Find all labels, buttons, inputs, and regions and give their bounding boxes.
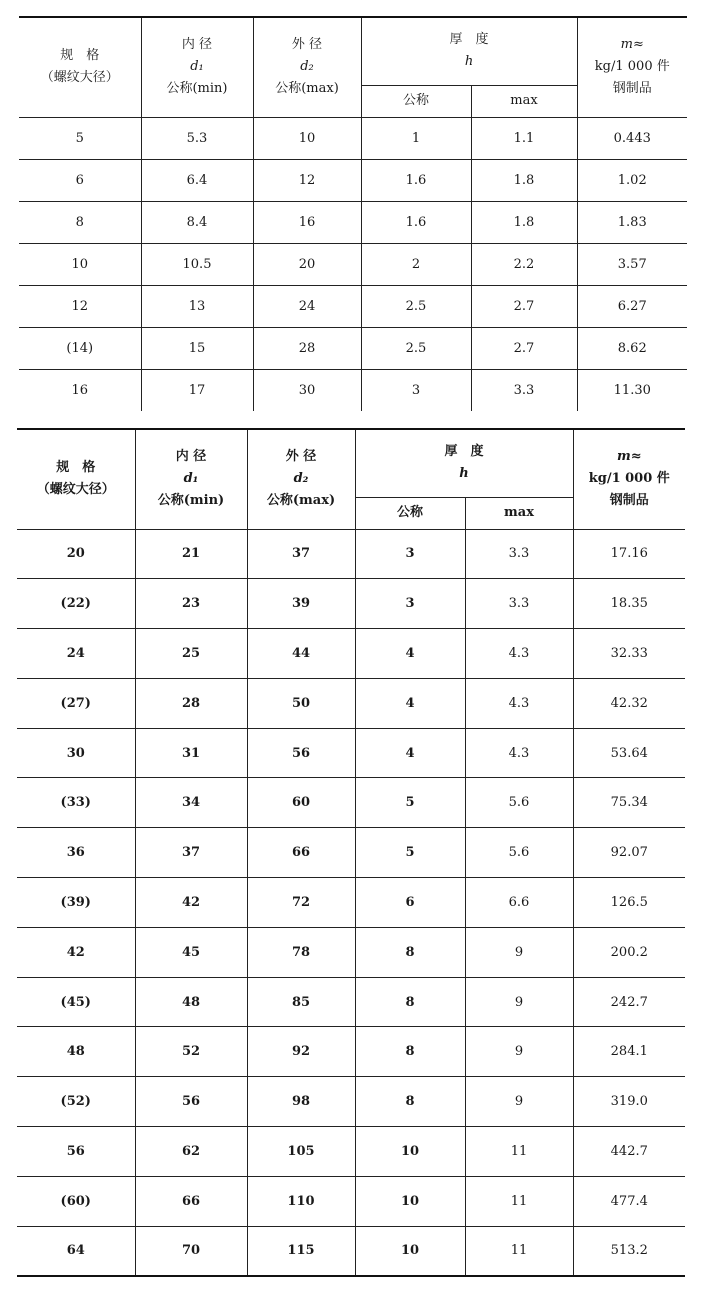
table-row	[19, 327, 687, 369]
cell-inner: 25	[135, 629, 247, 679]
cell-max: 1.1	[471, 117, 577, 159]
table-row	[17, 629, 685, 679]
cell-max: 9	[465, 1027, 573, 1077]
cell-outer: 44	[247, 629, 355, 679]
cell-mass: 92.07	[573, 828, 685, 878]
table-row	[17, 927, 685, 977]
cell-inner: 8.4	[141, 201, 253, 243]
table-row	[19, 243, 687, 285]
cell-inner: 5.3	[141, 117, 253, 159]
table-row	[17, 977, 685, 1027]
table-row	[17, 828, 685, 878]
cell-max: 2.7	[471, 327, 577, 369]
cell-inner: 10.5	[141, 243, 253, 285]
cell-nominal: 2.5	[361, 327, 471, 369]
header-thickness-nominal: 公称	[355, 497, 465, 529]
cell-max: 1.8	[471, 159, 577, 201]
washer-spec-table-1	[19, 16, 687, 411]
cell-mass: 18.35	[573, 579, 685, 629]
cell-max: 4.3	[465, 678, 573, 728]
cell-spec: (39)	[17, 878, 135, 928]
cell-max: 9	[465, 1077, 573, 1127]
cell-nominal: 1	[361, 117, 471, 159]
cell-outer: 37	[247, 529, 355, 579]
cell-mass: 1.83	[577, 201, 687, 243]
cell-mass: 11.30	[577, 369, 687, 411]
cell-spec: (22)	[17, 579, 135, 629]
table-row	[17, 1027, 685, 1077]
cell-mass: 8.62	[577, 327, 687, 369]
cell-mass: 1.02	[577, 159, 687, 201]
cell-nominal: 8	[355, 1027, 465, 1077]
cell-nominal: 1.6	[361, 201, 471, 243]
cell-nominal: 4	[355, 728, 465, 778]
cell-inner: 15	[141, 327, 253, 369]
cell-nominal: 2	[361, 243, 471, 285]
cell-nominal: 3	[355, 529, 465, 579]
cell-mass: 3.57	[577, 243, 687, 285]
cell-max: 6.6	[465, 878, 573, 928]
cell-mass: 42.32	[573, 678, 685, 728]
cell-nominal: 10	[355, 1176, 465, 1226]
header-thickness: 厚 度 h	[355, 429, 573, 497]
cell-spec: (27)	[17, 678, 135, 728]
cell-mass: 319.0	[573, 1077, 685, 1127]
table-row	[19, 159, 687, 201]
cell-nominal: 5	[355, 778, 465, 828]
cell-mass: 200.2	[573, 927, 685, 977]
cell-spec: 8	[19, 201, 141, 243]
cell-inner: 23	[135, 579, 247, 629]
cell-spec: 16	[19, 369, 141, 411]
table-row	[19, 117, 687, 159]
cell-mass: 513.2	[573, 1226, 685, 1276]
cell-outer: 39	[247, 579, 355, 629]
cell-inner: 56	[135, 1077, 247, 1127]
cell-max: 2.7	[471, 285, 577, 327]
cell-max: 3.3	[465, 529, 573, 579]
cell-nominal: 3	[355, 579, 465, 629]
cell-max: 1.8	[471, 201, 577, 243]
cell-nominal: 8	[355, 1077, 465, 1127]
cell-outer: 110	[247, 1176, 355, 1226]
cell-nominal: 6	[355, 878, 465, 928]
cell-outer: 92	[247, 1027, 355, 1077]
header-thickness: 厚 度 h	[361, 17, 577, 85]
cell-outer: 60	[247, 778, 355, 828]
cell-spec: 36	[17, 828, 135, 878]
header-outer-diameter: 外 径 d₂ 公称(max)	[247, 429, 355, 529]
table-row	[17, 678, 685, 728]
cell-outer: 16	[253, 201, 361, 243]
cell-inner: 70	[135, 1226, 247, 1276]
cell-mass: 442.7	[573, 1127, 685, 1177]
cell-mass: 17.16	[573, 529, 685, 579]
cell-spec: (45)	[17, 977, 135, 1027]
cell-outer: 10	[253, 117, 361, 159]
cell-spec: 10	[19, 243, 141, 285]
cell-mass: 477.4	[573, 1176, 685, 1226]
cell-outer: 85	[247, 977, 355, 1027]
cell-inner: 62	[135, 1127, 247, 1177]
table-row	[17, 1226, 685, 1276]
cell-mass: 32.33	[573, 629, 685, 679]
cell-spec: 64	[17, 1226, 135, 1276]
table-row	[17, 529, 685, 579]
cell-inner: 17	[141, 369, 253, 411]
table-row	[17, 878, 685, 928]
header-thickness-max: max	[465, 497, 573, 529]
cell-max: 11	[465, 1176, 573, 1226]
cell-max: 4.3	[465, 728, 573, 778]
cell-inner: 21	[135, 529, 247, 579]
cell-nominal: 8	[355, 927, 465, 977]
cell-max: 11	[465, 1226, 573, 1276]
cell-inner: 28	[135, 678, 247, 728]
table-row	[17, 778, 685, 828]
cell-nominal: 3	[361, 369, 471, 411]
table-row	[17, 728, 685, 778]
cell-spec: 12	[19, 285, 141, 327]
cell-inner: 37	[135, 828, 247, 878]
cell-mass: 0.443	[577, 117, 687, 159]
cell-spec: 48	[17, 1027, 135, 1077]
cell-max: 3.3	[471, 369, 577, 411]
cell-inner: 45	[135, 927, 247, 977]
cell-nominal: 1.6	[361, 159, 471, 201]
cell-max: 9	[465, 927, 573, 977]
header-spec: 规 格 （螺纹大径）	[17, 429, 135, 529]
cell-nominal: 10	[355, 1127, 465, 1177]
cell-spec: (33)	[17, 778, 135, 828]
cell-inner: 66	[135, 1176, 247, 1226]
cell-max: 4.3	[465, 629, 573, 679]
cell-nominal: 8	[355, 977, 465, 1027]
header-outer-diameter: 外 径 d₂ 公称(max)	[253, 17, 361, 117]
cell-outer: 66	[247, 828, 355, 878]
cell-nominal: 10	[355, 1226, 465, 1276]
cell-outer: 105	[247, 1127, 355, 1177]
header-spec: 规 格 （螺纹大径）	[19, 17, 141, 117]
cell-spec: 20	[17, 529, 135, 579]
cell-spec: 24	[17, 629, 135, 679]
header-inner-diameter: 内 径 d₁ 公称(min)	[141, 17, 253, 117]
table-row	[19, 369, 687, 411]
cell-spec: 56	[17, 1127, 135, 1177]
cell-mass: 242.7	[573, 977, 685, 1027]
cell-outer: 50	[247, 678, 355, 728]
header-mass: m≈ kg/1 000 件 钢制品	[577, 17, 687, 117]
cell-spec: 6	[19, 159, 141, 201]
cell-inner: 42	[135, 878, 247, 928]
table-row	[17, 1176, 685, 1226]
header-thickness-nominal: 公称	[361, 85, 471, 117]
cell-outer: 115	[247, 1226, 355, 1276]
cell-mass: 126.5	[573, 878, 685, 928]
washer-spec-table-2	[17, 428, 685, 1277]
cell-outer: 12	[253, 159, 361, 201]
cell-nominal: 5	[355, 828, 465, 878]
table-row	[17, 1127, 685, 1177]
table-row	[19, 201, 687, 243]
table-row	[17, 579, 685, 629]
cell-max: 5.6	[465, 828, 573, 878]
cell-outer: 30	[253, 369, 361, 411]
cell-inner: 34	[135, 778, 247, 828]
cell-nominal: 4	[355, 678, 465, 728]
cell-max: 2.2	[471, 243, 577, 285]
cell-spec: 5	[19, 117, 141, 159]
cell-outer: 24	[253, 285, 361, 327]
cell-outer: 56	[247, 728, 355, 778]
cell-max: 5.6	[465, 778, 573, 828]
header-mass: m≈ kg/1 000 件 钢制品	[573, 429, 685, 529]
cell-inner: 52	[135, 1027, 247, 1077]
table-row	[19, 285, 687, 327]
cell-nominal: 2.5	[361, 285, 471, 327]
cell-outer: 28	[253, 327, 361, 369]
cell-max: 9	[465, 977, 573, 1027]
cell-spec: (52)	[17, 1077, 135, 1127]
cell-nominal: 4	[355, 629, 465, 679]
cell-inner: 13	[141, 285, 253, 327]
cell-mass: 284.1	[573, 1027, 685, 1077]
cell-max: 11	[465, 1127, 573, 1177]
header-inner-diameter: 内 径 d₁ 公称(min)	[135, 429, 247, 529]
cell-max: 3.3	[465, 579, 573, 629]
table-row	[17, 1077, 685, 1127]
cell-spec: (14)	[19, 327, 141, 369]
cell-mass: 6.27	[577, 285, 687, 327]
cell-spec: (60)	[17, 1176, 135, 1226]
header-thickness-max: max	[471, 85, 577, 117]
cell-outer: 98	[247, 1077, 355, 1127]
cell-inner: 48	[135, 977, 247, 1027]
cell-spec: 30	[17, 728, 135, 778]
cell-outer: 72	[247, 878, 355, 928]
cell-spec: 42	[17, 927, 135, 977]
cell-inner: 6.4	[141, 159, 253, 201]
cell-mass: 53.64	[573, 728, 685, 778]
cell-mass: 75.34	[573, 778, 685, 828]
cell-outer: 78	[247, 927, 355, 977]
cell-inner: 31	[135, 728, 247, 778]
cell-outer: 20	[253, 243, 361, 285]
